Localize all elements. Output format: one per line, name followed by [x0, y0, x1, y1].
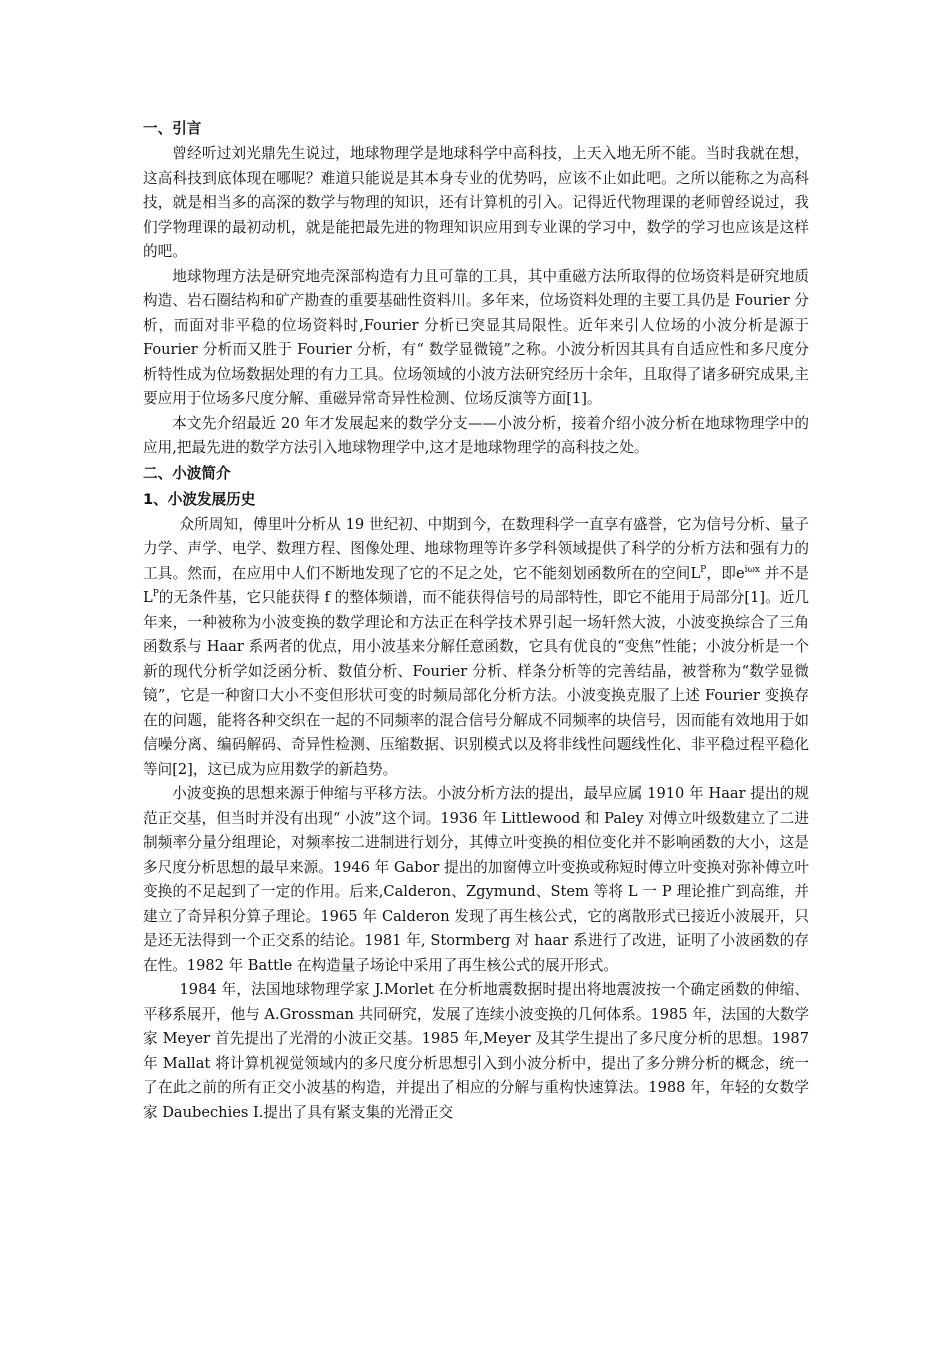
history-p1-text-c: 并不是L: [143, 564, 809, 606]
lp-superscript: P: [700, 564, 707, 575]
intro-paragraph-2: 地球物理方法是研究地壳深部构造有力且可靠的工具，其中重磁方法所取得的位场资料是研究地质构造、岩石圈结构和矿产勘查的重要基础性资料川。多年来，位场资料处理的主要工具仍是 Fourier 分析，而面对非平稳的位场资料时,Fourier 分析已突显其局限性。近年来引人位场的小波分析是源于 Fourier 分析而又胜于 Fourier 分析，有“ 数学显微镜”之称。小波分析因其具有自适应性和多尺度分析特性成为位场数据处理的有力工具。位场领域的小波方法研究经历十余年，且取得了诸多研究成果,主要应用于位场多尺度分解、重磁异常奇异性检测、位场反演等方面[1]。: [143, 267, 809, 407]
section-heading-wavelet: 二、小波简介: [143, 464, 231, 482]
subsection-heading-history: 1、小波发展历史: [143, 490, 256, 508]
exponent-superscript: iωx: [744, 564, 760, 575]
history-p1-text-d: 的无条件基，它只能获得 f 的整体频谱，而不能获得信号的局部特性，即它不能用于局部分[1]。近几年来，一种被称为小波变换的数学理论和方法正在科学技术界引起一场轩然大波，小波变换综合了三角函数系与 Haar 系两者的优点，用小波基来分解任意函数，它具有优良的“变焦”性能；小波分析是一个新的现代分析学如泛函分析、数值分析、Fourier 分析、样条分析等的完善结晶，被誉称为“数学显微镜”，它是一种窗口大小不变但形状可变的时频局部化分析方法。小波变换克服了上述 Fourier 变换存在的问题，能将各种交织在一起的不同频率的混合信号分解成不同频率的块信号，因而能有效地用于如信噪分离、编码解码、奇异性检测、压缩数据、识别模式以及将非线性问题线性化、非平稳过程平稳化等问[2]，这已成为应用数学的新趋势。: [143, 589, 809, 778]
lp-superscript-2: P: [152, 589, 159, 600]
history-p1-text-a: 众所周知，傅里叶分析从 19 世纪初、中期到今，在数理科学一直享有盛誉，它为信号分析、量子力学、声学、电学、数理方程、图像处理、地球物理等许多学科领域提供了科学的分析方法和强有力的工具。然而，在应用中人们不断地发现了它的不足之处，它不能刻划函数所在的空间L: [143, 515, 809, 582]
history-p1-text-b: ，即e: [706, 564, 745, 582]
section-heading-introduction: 一、引言: [143, 120, 202, 137]
history-paragraph-2: 小波变换的思想来源于伸缩与平移方法。小波分析方法的提出，最早应属 1910 年 Haar 提出的规范正交基，但当时并没有出现“ 小波”这个词。1936 年 Littlewood 和 Paley 对傅立叶级数建立了二进制频率分量分组理论，对频率按二进制进行划分，其傅立叶变换的相位变化并不影响函数的大小，这是多尺度分析思想的最早来源。1946 年 Gabor 提出的加窗傅立叶变换或称短时傅立叶变换对弥补傅立叶变换的不足起到了一定的作用。后来,Calderon、Zgymund、Stem 等将 L 一 P 理论推广到高维，并建立了奇异积分算子理论。1965 年 Calderon 发现了再生核公式，它的离散形式已接近小波展开，只是还无法得到一个正交系的结论。1981 年, Stormberg 对 haar 系进行了改进，证明了小波函数的存在性。1982 年 Battle 在构造量子场论中采用了再生核公式的展开形式。: [143, 785, 809, 974]
history-paragraph-3: 1984 年，法国地球物理学家 J.Morlet 在分析地震数据时提出将地震波按一个确定函数的伸缩、平移系展开，他与 A.Grossman 共同研究，发展了连续小波变换的几何体系。1985 年，法国的大数学家 Meyer 首先提出了光滑的小波正交基。1985 年,Meyer 及其学生提出了多尺度分析的思想。1987 年 Mallat 将计算机视觉领域内的多尺度分析思想引入到小波分析中，提出了多分辨分析的概念，统一了在此之前的所有正交小波基的构造，并提出了相应的分解与重构快速算法。1988 年，年轻的女数学家 Daubechies I.提出了具有紧支集的光滑正交: [143, 981, 809, 1121]
document-body: [143, 112, 809, 1125]
intro-paragraph-3: 本文先介绍最近 20 年才发展起来的数学分支——小波分析，接着介绍小波分析在地球物理学中的应用,把最先进的数学方法引入地球物理学中,这才是地球物理学的高科技之处。: [143, 414, 809, 456]
history-paragraph-1: [143, 513, 809, 783]
intro-paragraph-1: 曾经听过刘光鼎先生说过，地球物理学是地球科学中高科技，上天入地无所不能。当时我就在想，这高科技到底体现在哪呢？难道只能说是其本身专业的优势吗，应该不止如此吧。之所以能称之为高科技，就是相当多的高深的数学与物理的知识，还有计算机的引入。记得近代物理课的老师曾经说过，我们学物理课的最初动机，就是能把最先进的物理知识应用到专业课的学习中，数学的学习也应该是这样的吧。: [143, 145, 809, 260]
